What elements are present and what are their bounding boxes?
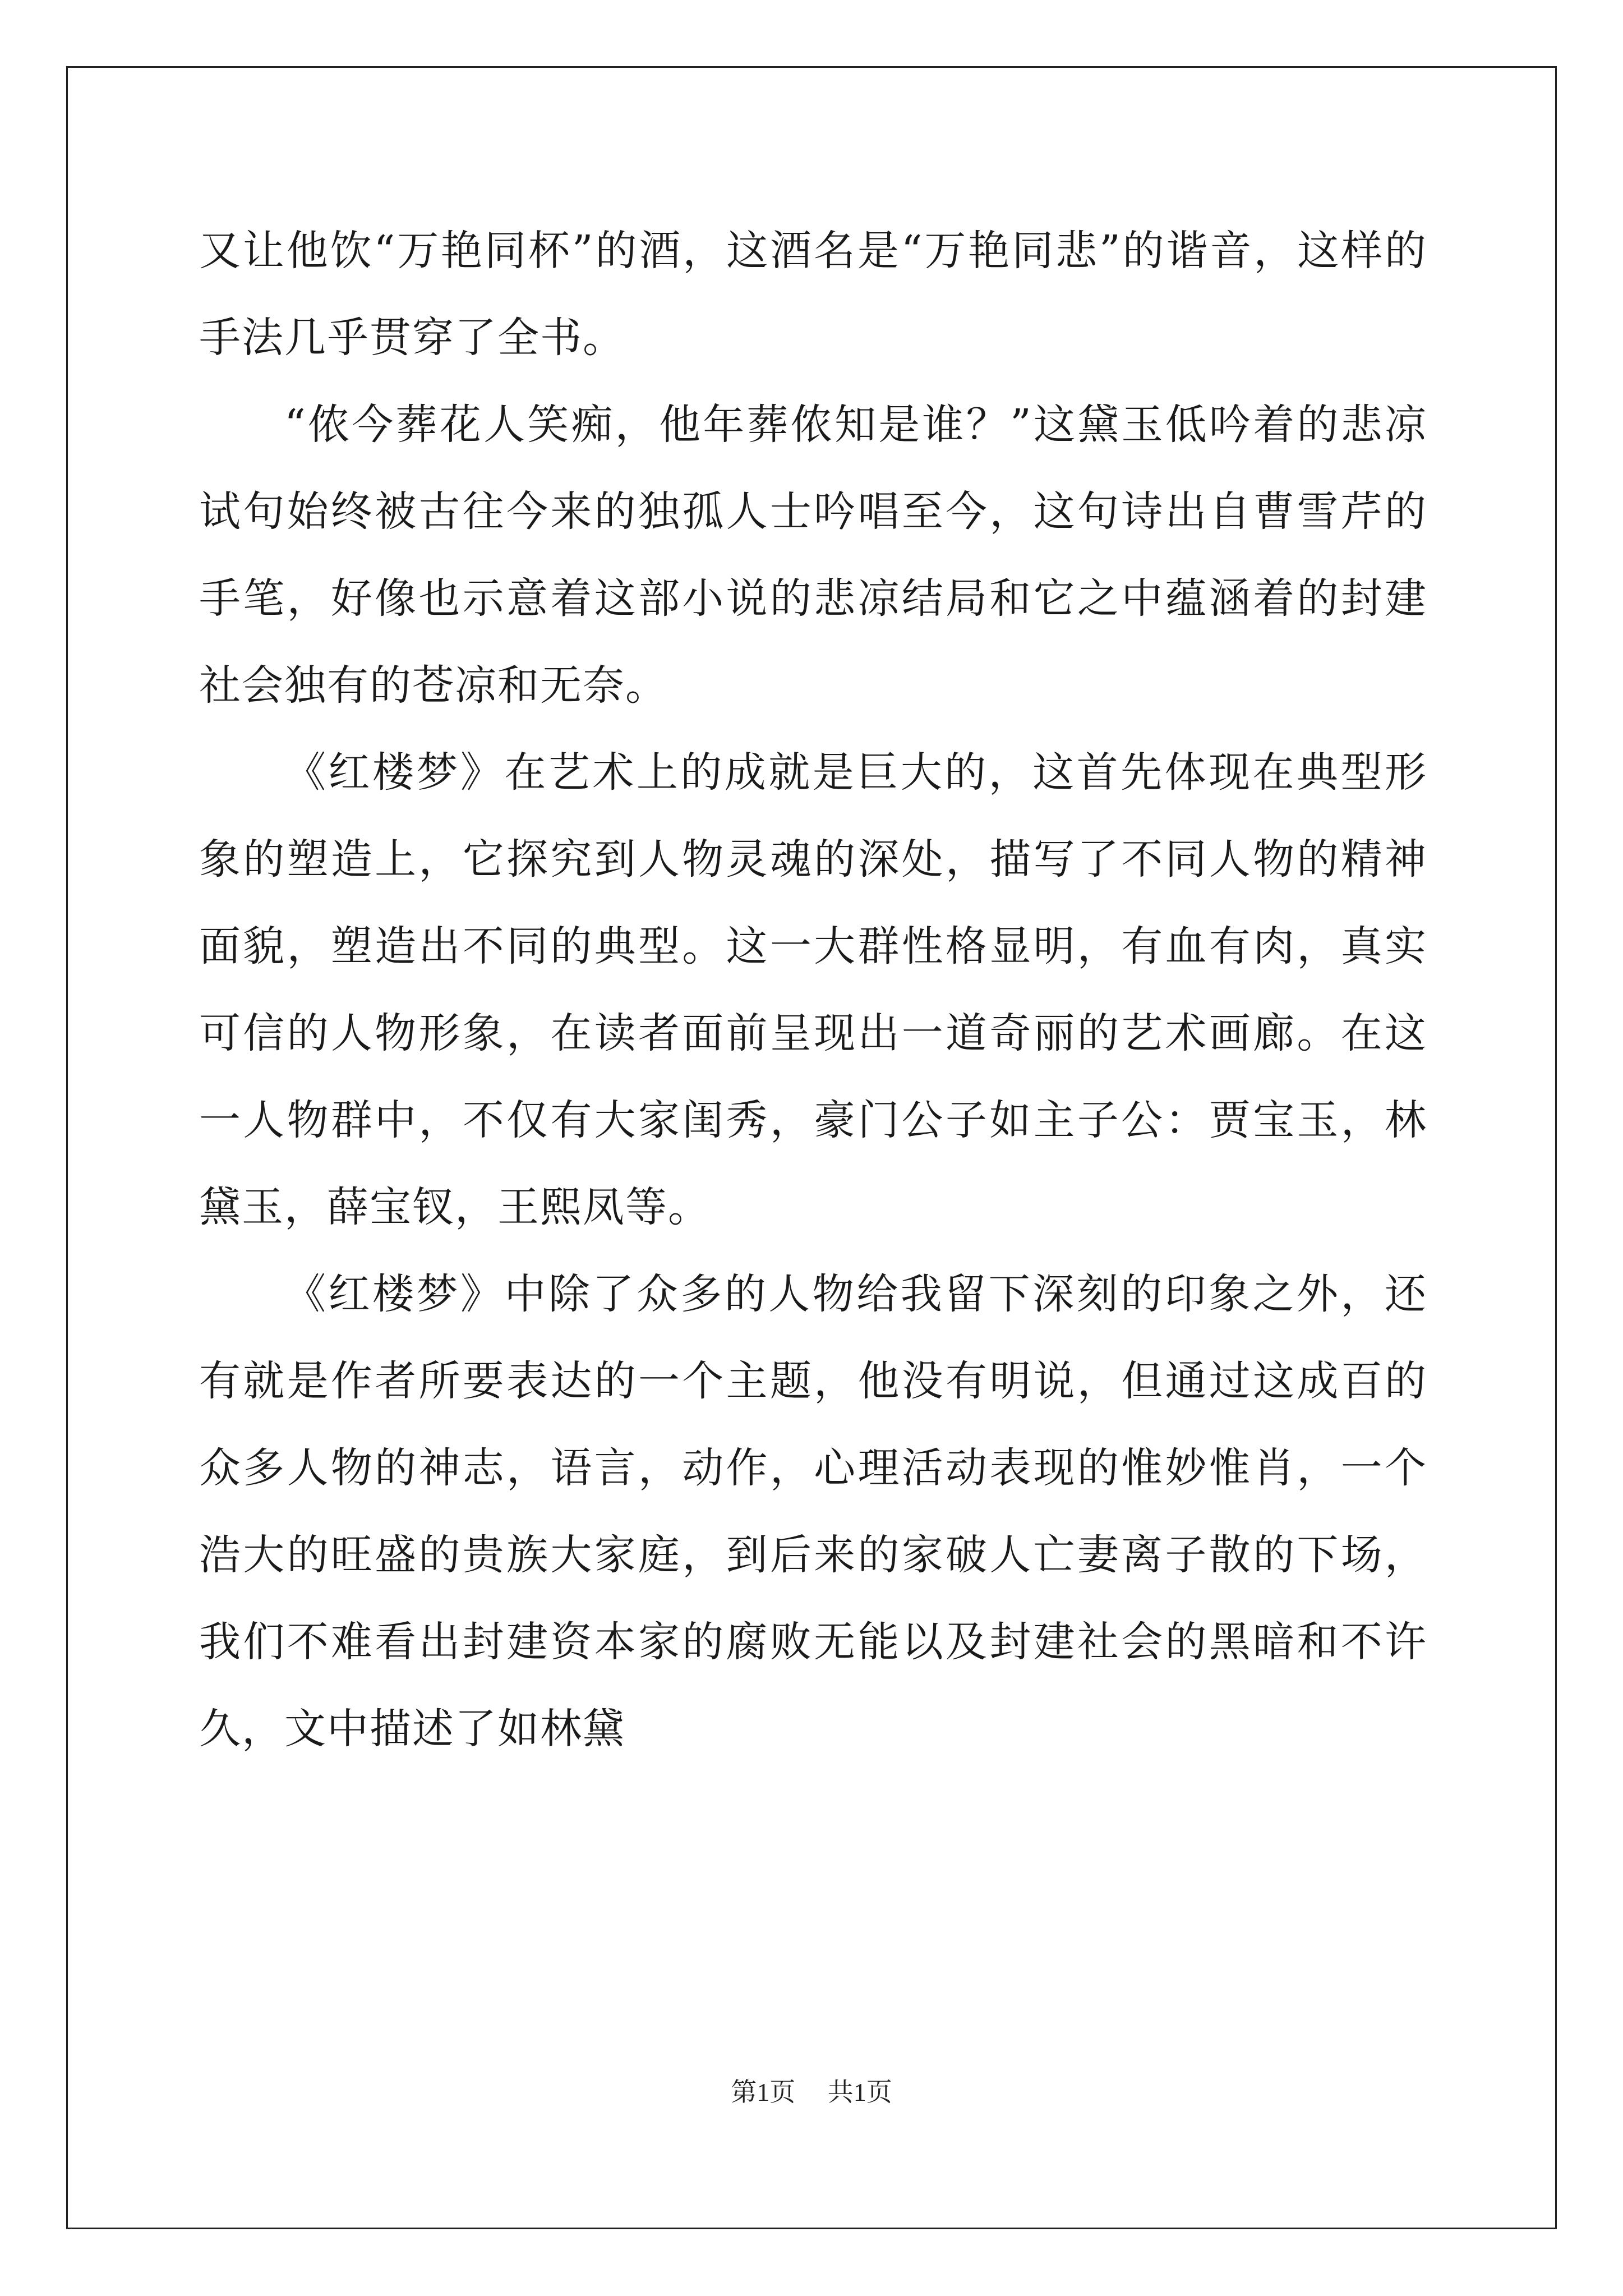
paragraph-2: “侬今葬花人笑痴，他年葬侬知是谁？”这黛玉低吟着的悲凉试句始终被古往今来的独孤人士吟唱至今，这句诗出自曹雪芹的手笔，好像也示意着这部小说的悲凉结局和它之中蕴涵着的封建社会独有的苍凉和无奈。 [199, 401, 1427, 710]
page-footer [0, 2076, 1623, 2109]
document-body [199, 208, 1427, 1773]
paragraph-4: 《红楼梦》中除了众多的人物给我留下深刻的印象之外，还有就是作者所要表达的一个主题，他没有明说，但通过这成百的众多人物的神志，语言，动作，心理活动表现的惟妙惟肖，一个浩大的旺盛的贵族大家庭，到后来的家破人亡妻离子散的下场，我们不难看出封建资本家的腐败无能以及封建社会的黑暗和不许久，文中描述了如林黛 [199, 1270, 1427, 1753]
paragraph-1: 又让他饮“万艳同杯”的酒，这酒名是“万艳同悲”的谐音，这样的手法几乎贯穿了全书。 [199, 227, 1427, 362]
page-number: 第1页 [731, 2078, 796, 2106]
page-total: 共1页 [827, 2078, 892, 2106]
paragraph-3: 《红楼梦》在艺术上的成就是巨大的，这首先体现在典型形象的塑造上，它探究到人物灵魂的深处，描写了不同人物的精神面貌，塑造出不同的典型。这一大群性格显明，有血有肉，真实可信的人物形象，在读者面前呈现出一道奇丽的艺术画廊。在这一人物群中，不仅有大家闺秀，豪门公子如主子公：贾宝玉，林黛玉，薛宝钗，王熙凤等。 [199, 748, 1427, 1231]
